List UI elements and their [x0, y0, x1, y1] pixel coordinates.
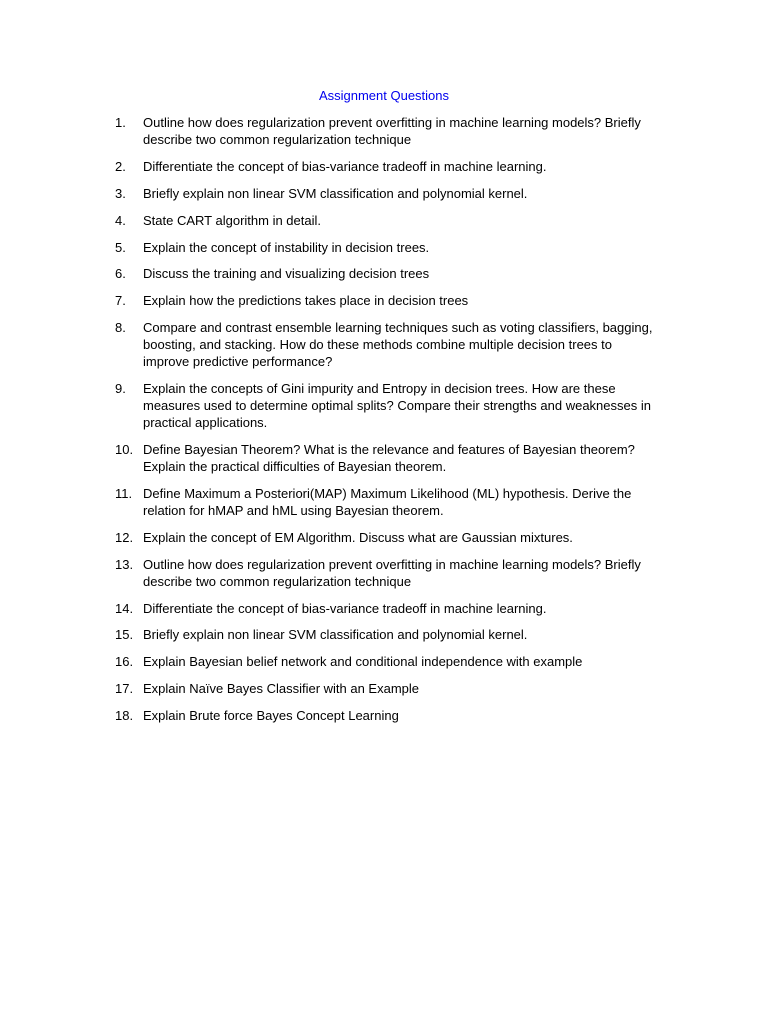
question-text: Explain the concept of EM Algorithm. Discuss what are Gaussian mixtures.: [143, 529, 573, 545]
question-text: Explain how the predictions takes place in decision trees: [143, 293, 469, 309]
question-number: 6.: [115, 266, 126, 282]
question-text: Explain Brute force Bayes Concept Learning: [143, 708, 399, 724]
question-item: [115, 600, 660, 617]
question-item: [115, 239, 660, 256]
document-title: Assignment Questions: [318, 88, 450, 103]
question-number: 11.: [115, 485, 133, 501]
question-text: Briefly explain non linear SVM classification and polynomial kernel.: [143, 185, 528, 201]
question-item: [115, 556, 660, 590]
question-number: 17.: [115, 681, 134, 697]
question-text: Differentiate the concept of bias-variance tradeoff in machine learning.: [143, 158, 547, 174]
question-number: 16.: [115, 654, 134, 670]
question-number: 13.: [115, 556, 134, 572]
question-item: [115, 626, 660, 643]
question-number: 5.: [115, 239, 126, 255]
question-text: Briefly explain non linear SVM classification and polynomial kernel.: [143, 627, 528, 643]
question-item: [115, 441, 660, 475]
question-text: Define Bayesian Theorem? What is the relevance and features of Bayesian theorem? Explain the practical difficulties of Bayesian theorem.: [143, 442, 635, 475]
question-item: [115, 529, 660, 546]
question-number: 4.: [115, 212, 126, 228]
question-text: Explain the concept of instability in decision trees.: [143, 239, 430, 255]
question-number: 14.: [115, 600, 134, 616]
question-text: State CART algorithm in detail.: [143, 212, 321, 228]
question-item: [115, 212, 660, 229]
question-number: 2.: [115, 158, 126, 174]
question-item: [115, 265, 660, 282]
question-text: Differentiate the concept of bias-variance tradeoff in machine learning.: [143, 600, 547, 616]
question-text: Compare and contrast ensemble learning techniques such as voting classifiers, bagging, boosting, and stacking. How do these methods combine multiple decision trees to improve predictive performance?: [143, 320, 653, 370]
question-text: Define Maximum a Posteriori(MAP) Maximum Likelihood (ML) hypothesis. Derive the relation for hMAP and hML using Bayesian theorem.: [143, 485, 632, 518]
question-item: [115, 319, 660, 370]
question-text: Explain Naïve Bayes Classifier with an Example: [143, 681, 420, 697]
question-item: [115, 653, 660, 670]
question-item: [115, 292, 660, 309]
question-text: Outline how does regularization prevent overfitting in machine learning models? Briefly describe two common regularization technique: [143, 556, 641, 589]
question-text: Explain Bayesian belief network and conditional independence with example: [143, 654, 583, 670]
question-item: [115, 158, 660, 175]
question-list: [115, 114, 660, 734]
question-number: 15.: [115, 627, 134, 643]
question-item: [115, 185, 660, 202]
question-item: [115, 114, 660, 148]
question-number: 7.: [115, 293, 126, 309]
question-item: [115, 680, 660, 697]
question-number: 3.: [115, 185, 126, 201]
question-item: [115, 380, 660, 431]
question-number: 10.: [115, 442, 134, 458]
question-text: Discuss the training and visualizing decision trees: [143, 266, 430, 282]
question-number: 8.: [115, 320, 126, 336]
question-number: 18.: [115, 708, 134, 724]
question-number: 1.: [115, 115, 126, 130]
question-item: [115, 707, 660, 724]
question-item: [115, 485, 660, 519]
question-text: Outline how does regularization prevent overfitting in machine learning models? Briefly describe two common regularization technique: [143, 115, 641, 147]
question-text: Explain the concepts of Gini impurity and Entropy in decision trees. How are these measures used to determine optimal splits? Compare their strengths and weaknesses in practical applications.: [143, 381, 651, 431]
question-number: 9.: [115, 381, 126, 397]
question-number: 12.: [115, 529, 134, 545]
